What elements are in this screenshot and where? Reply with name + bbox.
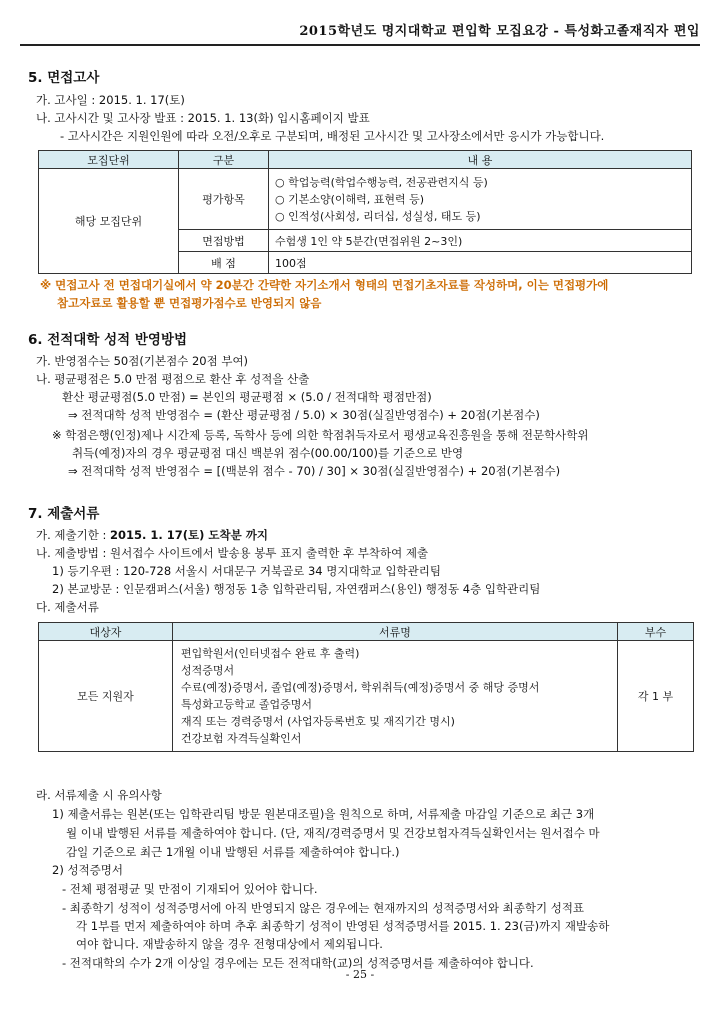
gpa-formula: 환산 평균평점(5.0 만점) = 본인의 평균평점 × (5.0 / 전적대학 평점만점) (62, 390, 432, 404)
credit-bank-note-2: 취득(예정)자의 경우 평균평점 대신 백분위 점수(00.00/100)를 기준으로 반영 (72, 446, 464, 460)
score-value: 100점 (269, 252, 692, 274)
eval-label: 평가항목 (179, 169, 269, 230)
col-target-header: 대상자 (39, 623, 173, 641)
col-content-header: 내 용 (269, 151, 692, 169)
col-category-header: 구분 (179, 151, 269, 169)
documents-table (38, 622, 694, 752)
section-6-title: 6. 전적대학 성적 반영방법 (28, 332, 188, 348)
page-header: 2015학년도 명지대학교 편입학 모집요강 - 특성화고졸재직자 편입 (299, 24, 700, 39)
by-mail: 1) 등기우편 : 120-728 서울시 서대문구 거북골로 34 명지대학교 입학관리팀 (52, 564, 441, 578)
exam-date: 가. 고사일 : 2015. 1. 17(토) (36, 93, 185, 107)
percentile-formula: ⇒ 전적대학 성적 반영점수 = [(백분위 점수 - 70) / 30] × 30점(실질반영점수) + 20점(기본점수) (68, 464, 561, 478)
eval-items (269, 169, 692, 230)
eval-item: ○ 인적성(사회성, 리더십, 성실성, 태도 등) (275, 209, 481, 223)
method-label: 면접방법 (179, 230, 269, 252)
score-label: 배 점 (179, 252, 269, 274)
target-cell: 모든 지원자 (39, 641, 173, 752)
col-count-header: 부수 (618, 623, 694, 641)
deadline (36, 527, 268, 543)
exam-note: - 고사시간은 지원인원에 따라 오전/오후로 구분되며, 배정된 고사시간 및 고사장소에서만 응시가 가능합니다. (60, 129, 605, 143)
page-number: - 25 - (345, 968, 375, 981)
transcript-b1: - 최종학기 성적이 성적증명서에 아직 반영되지 않은 경우에는 현재까지의 성적증명서와 최종학기 성적표 (62, 901, 585, 915)
credit-bank-note-1: ※ 학점은행(인정)제나 시간제 등록, 독학사 등에 의한 학점취득자로서 평생교육진흥원을 통해 전문학사학위 (52, 428, 589, 442)
count-cell: 각 1 부 (618, 641, 694, 752)
deadline-label: 가. 제출기한 : (36, 528, 111, 542)
unit-cell: 해당 모집단위 (39, 169, 179, 274)
transcript-b3: 여야 합니다. 재발송하지 않을 경우 전형대상에서 제외됩니다. (76, 937, 383, 951)
submission-method: 나. 제출방법 : 원서접수 사이트에서 발송용 봉투 표지 출력한 후 부착하여 제출 (36, 546, 429, 560)
precaution-1a: 1) 제출서류는 원본(또는 입학관리팀 방문 원본대조필)을 원칙으로 하며, 서류제출 마감일 기준으로 최근 3개 (52, 807, 595, 821)
eval-item: ○ 학업능력(학업수행능력, 전공관련지식 등) (275, 175, 488, 189)
transcript-heading: 2) 성적증명서 (52, 863, 124, 877)
section-7-title: 7. 제출서류 (28, 506, 100, 522)
documents-heading: 다. 제출서류 (36, 600, 99, 614)
deadline-value: 2015. 1. 17(토) 도착분 까지 (110, 528, 268, 542)
by-visit: 2) 본교방문 : 인문캠퍼스(서울) 행정동 1층 입학관리팀, 자연캠퍼스(용인) 행정동 4층 입학관리팀 (52, 582, 541, 596)
transcript-b2: 각 1부를 먼저 제출하여야 하며 추후 최종학기 성적이 반영된 성적증명서를 2015. 1. 23(금)까지 재발송하 (76, 919, 610, 933)
precaution-1c: 감일 기준으로 최근 1개월 이내 발행된 서류를 제출하여야 합니다.) (66, 845, 400, 859)
doc-item: 건강보험 자격득실확인서 (181, 732, 302, 745)
eval-item: ○ 기본소양(이해력, 표현력 등) (275, 192, 425, 206)
doc-item: 편입학원서(인터넷접수 완료 후 출력) (181, 647, 360, 660)
score-formula: ⇒ 전적대학 성적 반영점수 = (환산 평균평점 / 5.0) × 30점(실질반영점수) + 20점(기본점수) (68, 408, 540, 422)
method-value: 수험생 1인 약 5분간(면접위원 2~3인) (269, 230, 692, 252)
doc-item: 특성화고등학교 졸업증명서 (181, 698, 313, 711)
transcript-a: - 전체 평점평균 및 만점이 기재되어 있어야 합니다. (62, 882, 318, 896)
precaution-1b: 월 이내 발행된 서류를 제출하여야 합니다. (단, 재직/경력증명서 및 건강보험자격득실확인서는 원서접수 마 (66, 826, 600, 840)
doc-item: 수료(예정)증명서, 졸업(예정)증명서, 학위취득(예정)증명서 중 해당 증명서 (181, 681, 540, 694)
interview-table (38, 150, 692, 274)
col-unit-header: 모집단위 (39, 151, 179, 169)
exam-announcement: 나. 고사시간 및 고사장 발표 : 2015. 1. 13(화) 입시홈페이지 발표 (36, 111, 370, 125)
interview-note-2: 참고자료로 활용할 뿐 면접평가점수로 반영되지 않음 (57, 296, 322, 310)
docs-list (173, 641, 618, 752)
col-docs-header: 서류명 (173, 623, 618, 641)
score-base: 가. 반영점수는 50점(기본점수 20점 부여) (36, 354, 249, 368)
doc-item: 재직 또는 경력증명서 (사업자등록번호 및 재직기간 명시) (181, 715, 455, 728)
header-rule (20, 44, 700, 46)
gpa-conversion: 나. 평균평점은 5.0 만점 평점으로 환산 후 성적을 산출 (36, 372, 310, 386)
doc-item: 성적증명서 (181, 664, 235, 677)
interview-note-1: ※ 면접고사 전 면접대기실에서 약 20분간 간략한 자기소개서 형태의 면접기초자료를 작성하며, 이는 면접평가에 (40, 278, 609, 292)
precautions-heading: 라. 서류제출 시 유의사항 (36, 788, 162, 802)
section-5-title: 5. 면접고사 (28, 70, 100, 86)
transcript-c: - 전적대학의 수가 2개 이상일 경우에는 모든 전적대학(교)의 성적증명서를 제출하여야 합니다. (62, 956, 534, 970)
